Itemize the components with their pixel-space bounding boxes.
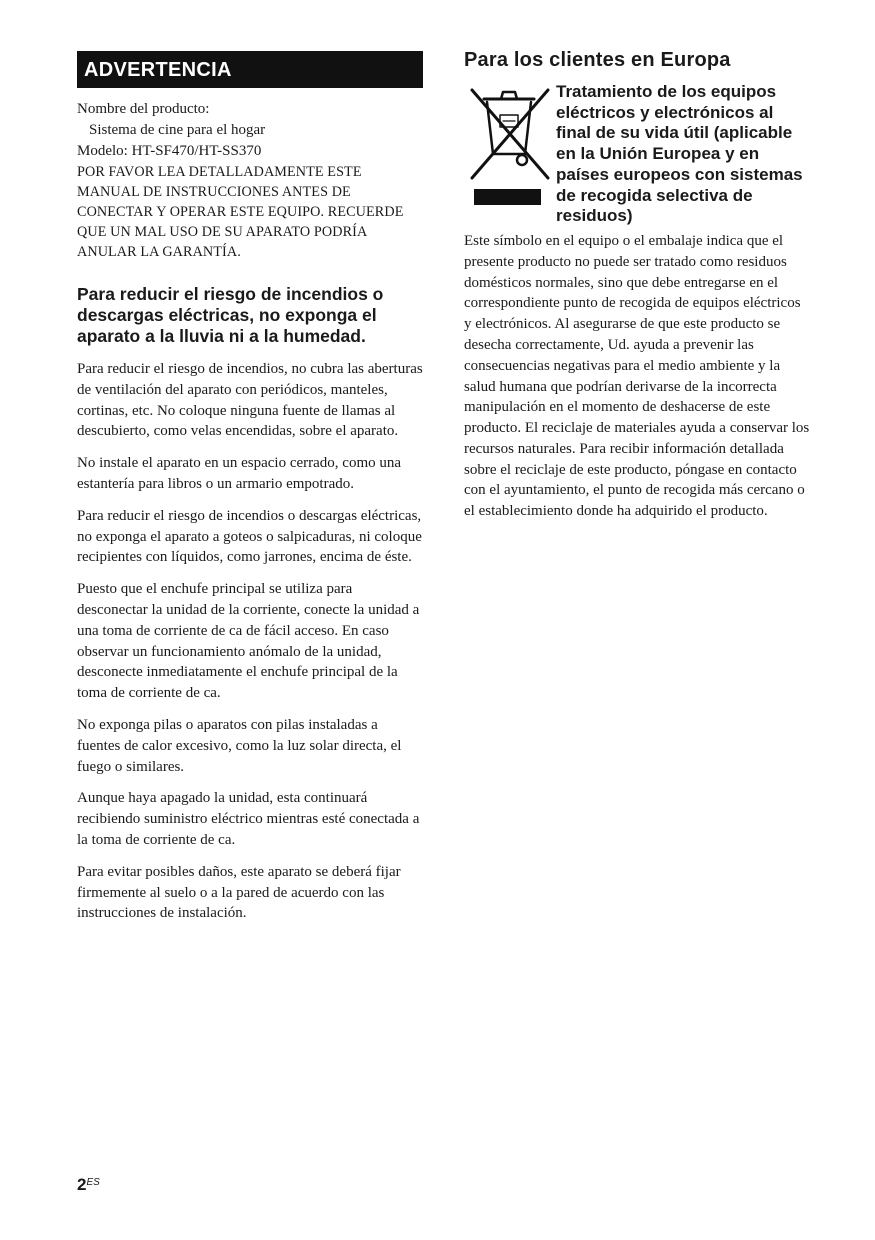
warning-paragraph: Para evitar posibles daños, este aparato se deberá fijar firmemente al suelo o a la pared de acuerdo con las instrucciones de instalación. [77, 863, 401, 922]
weee-black-bar [474, 189, 541, 205]
product-name-label: Nombre del producto: [77, 101, 210, 117]
weee-body-text: Este símbolo en el equipo o el embalaje indica que el presente producto no puede ser tratado como residuos domésticos normales, sino que debe entregarse en el correspondiente punto de recogida de equipos eléctricos y electrónicos. Al asegurarse de que este producto se desecha correctamente, Ud. ayuda a prevenir las consecuencias negativas para el medio ambiente y la salud humana que podrían derivarse de la incorrecta manipulación en el momento de deshacerse de este producto. El reciclaje de materiales ayuda a conservar los recursos naturales. Para recibir información detallada sobre el reciclaje de este producto, póngase en contacto con el ayuntamiento, el punto de recogida más cercano o el establecimiento donde ha adquirido el producto. [464, 232, 810, 520]
warning-title-banner: ADVERTENCIA [77, 51, 423, 88]
product-name-value: Sistema de cine para el hogar [89, 122, 266, 138]
weee-heading: Tratamiento de los equipos eléctricos y electrónicos al final de su vida útil (aplicable en la Unión Europea y en países europeos con sistemas de recogida selectiva de residuos) [556, 82, 803, 226]
page-number [77, 1175, 100, 1195]
caps-warning-notice: POR FAVOR LEA DETALLADAMENTE ESTE MANUAL DE INSTRUCCIONES ANTES DE CONECTAR Y OPERAR ESTE EQUIPO. RECUERDE QUE UN MAL USO DE SU APARATO PODRÍA ANULAR LA GARANTÍA. [77, 164, 404, 260]
warning-paragraph: Aunque haya apagado la unidad, esta continuará recibiendo suministro eléctrico mientras esté conectada a la toma de corriente de ca. [77, 790, 420, 848]
warning-paragraph: Para reducir el riesgo de incendios o descargas eléctricas, no exponga el aparato a goteos o salpicaduras, ni coloque recipientes con líquidos, como jarrones, encima de éste. [77, 507, 422, 566]
warning-paragraph: No exponga pilas o aparatos con pilas instaladas a fuentes de calor excesivo, como la luz solar directa, el fuego o similares. [77, 716, 402, 775]
europe-heading: Para los clientes en Europa [464, 49, 731, 71]
europe-column [464, 48, 810, 522]
page-language-suffix: ES [86, 1177, 100, 1188]
warning-paragraph: Para reducir el riesgo de incendios, no cubra las aberturas de ventilación del aparato con periódicos, manteles, cortinas, etc. No coloque ninguna fuente de llamas al descubierto, como velas encendidas, sobre el aparato. [77, 361, 423, 440]
page-number-value: 2 [77, 1175, 87, 1194]
fire-warning-heading: Para reducir el riesgo de incendios o descargas eléctricas, no exponga el aparato a la lluvia ni a la humedad. [77, 284, 384, 346]
crossed-out-wheeled-bin-icon [464, 82, 556, 210]
warning-column [77, 51, 423, 935]
warning-paragraph: No instale el aparato en un espacio cerrado, como una estantería para libros o un armario empotrado. [77, 455, 402, 492]
model-line: Modelo: HT-SF470/HT-SS370 [77, 143, 262, 159]
warning-paragraph: Puesto que el enchufe principal se utiliza para desconectar la unidad de la corriente, conecte la unidad a una toma de corriente de ca de fácil acceso. En caso observar un funcionamiento anómalo de la unidad, desconecte inmediatamente el enchufe principal de la toma de corriente de ca. [77, 581, 420, 702]
wheeled-bin-icon [464, 82, 556, 188]
weee-block [464, 82, 810, 227]
